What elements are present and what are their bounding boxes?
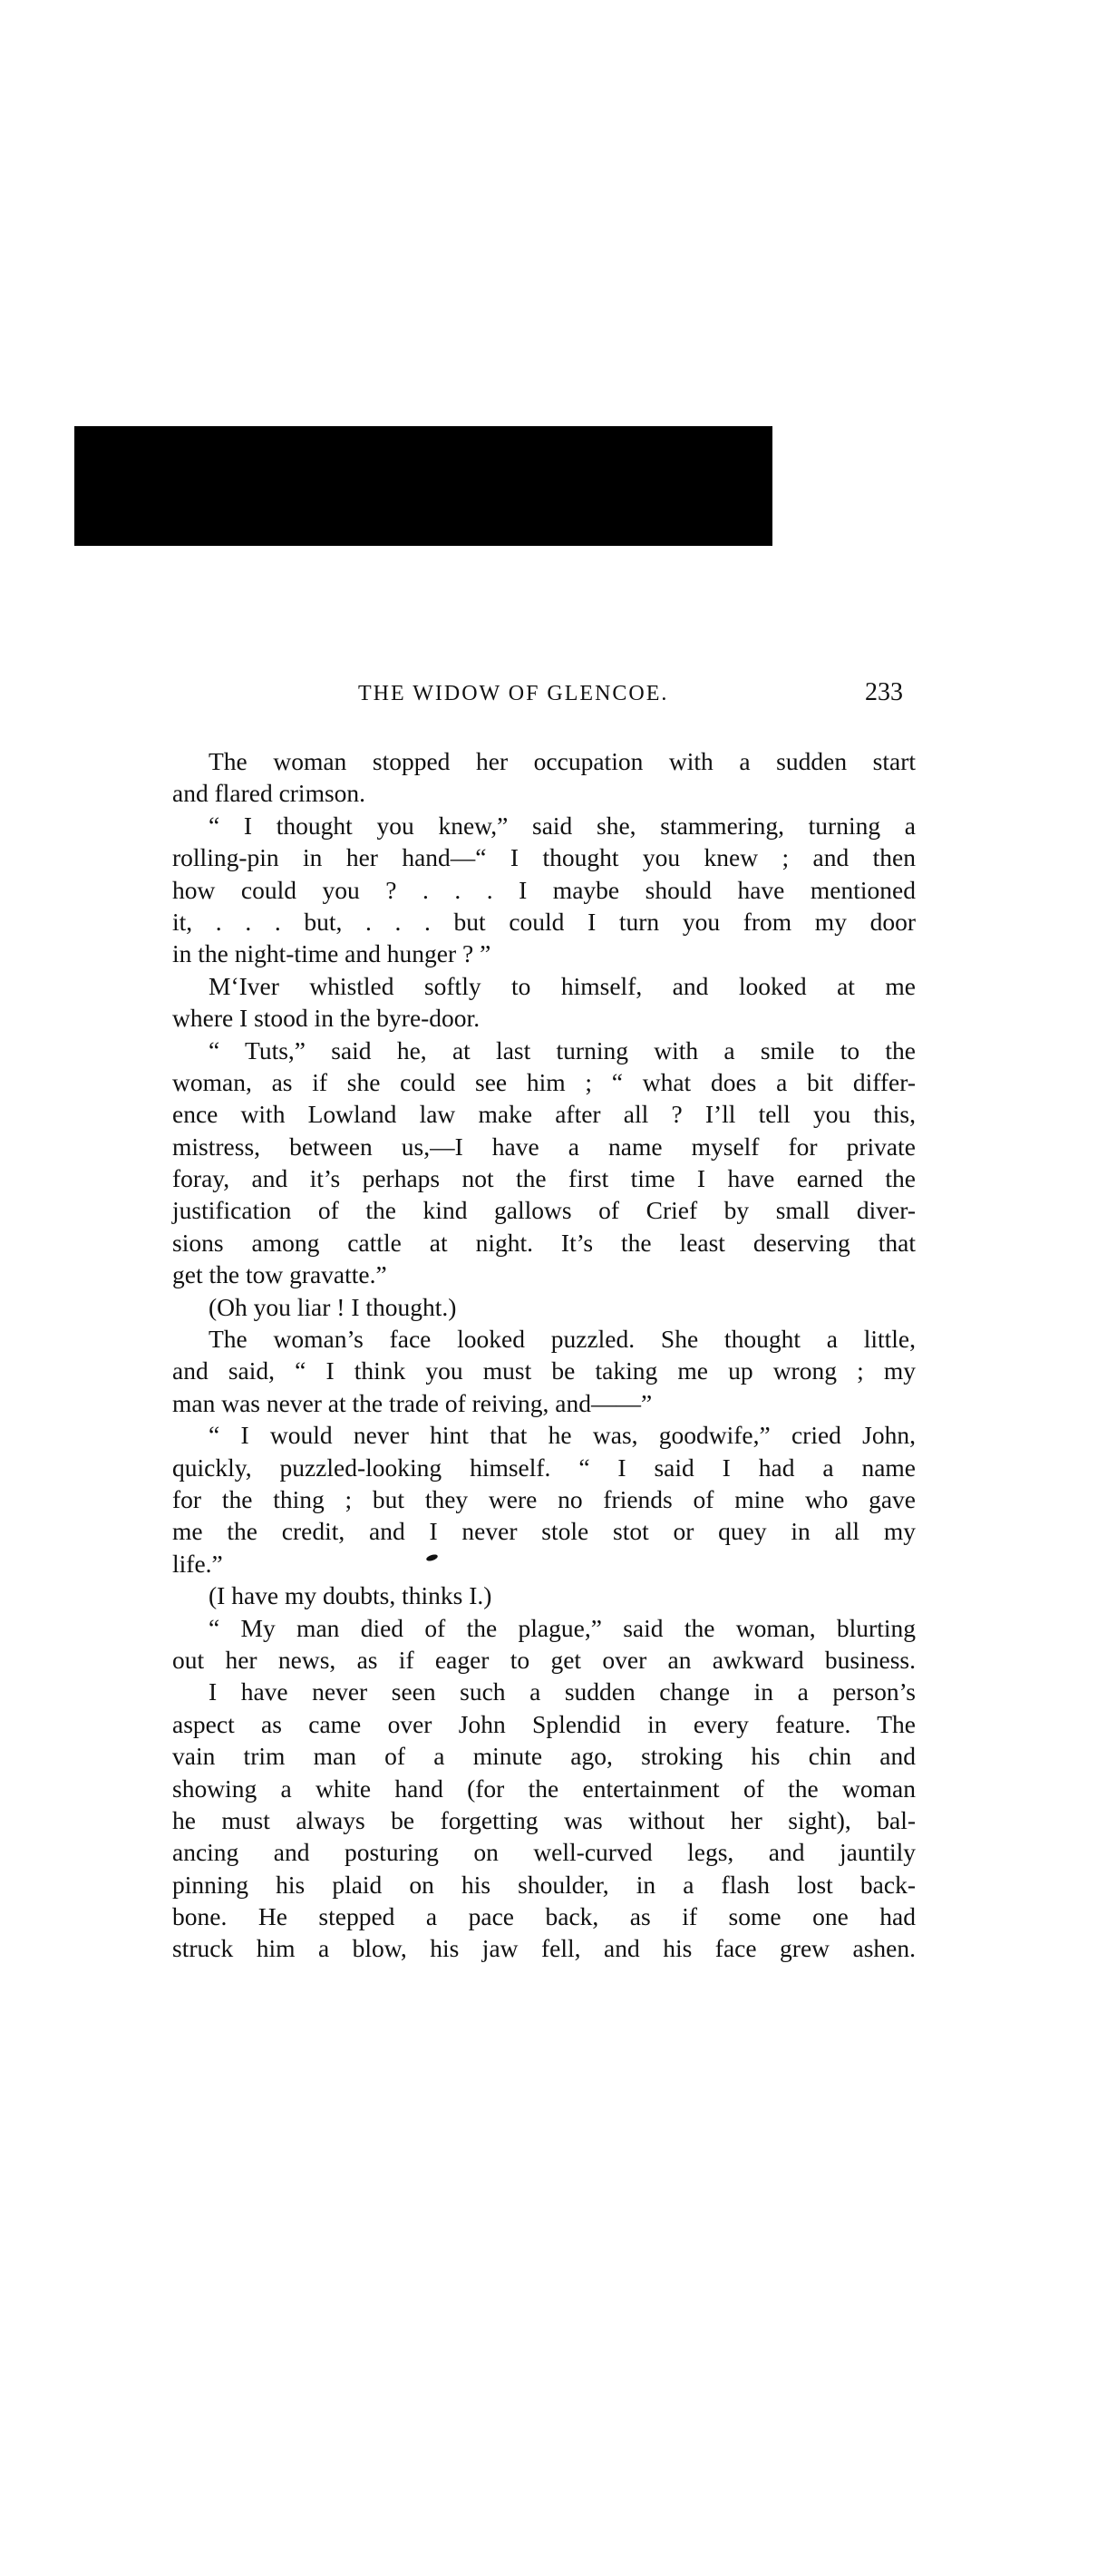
text-line: struck him a blow, his jaw fell, and his face grew ashen.	[172, 1934, 916, 1963]
body-text	[172, 745, 916, 1965]
text-line: M‘Iver whistled softly to himself, and looked at me	[209, 971, 916, 1000]
text-line: and said, “ I think you must be taking me up wrong ; my	[172, 1356, 916, 1385]
text-line: “ My man died of the plague,” said the woman, blurting	[209, 1613, 916, 1642]
text-line: ancing and posturing on well-curved legs, and jauntily	[172, 1838, 916, 1867]
text-line: (I have my doubts, thinks I.)	[209, 1581, 492, 1610]
text-line: “ I would never hint that he was, goodwife,” cried John,	[209, 1421, 916, 1450]
text-line: ence with Lowland law make after all ? I’ll tell you this,	[172, 1100, 916, 1129]
text-line: out her news, as if eager to get over an awkward business.	[172, 1645, 916, 1674]
text-line: and flared crimson.	[172, 779, 366, 808]
text-line: I have never seen such a sudden change in a person’s	[209, 1677, 916, 1706]
text-line: woman, as if she could see him ; “ what does a bit differ-	[172, 1067, 916, 1096]
text-line: justification of the kind gallows of Crief by small diver-	[172, 1196, 916, 1225]
text-line: he must always be forgetting was without her sight), bal-	[172, 1805, 916, 1834]
running-head	[172, 678, 916, 714]
text-line: life.”	[172, 1549, 223, 1578]
text-line: pinning his plaid on his shoulder, in a flash lost back-	[172, 1870, 916, 1899]
running-title: THE WIDOW OF GLENCOE.	[358, 682, 669, 705]
text-line: “ Tuts,” said he, at last turning with a smile to the	[209, 1035, 916, 1064]
text-line: The woman stopped her occupation with a sudden start	[209, 747, 916, 775]
text-line: quickly, puzzled-looking himself. “ I said I had a name	[172, 1453, 916, 1482]
text-line: (Oh you liar ! I thought.)	[209, 1292, 457, 1321]
text-line: me the credit, and I never stole stot or quey in all my	[172, 1517, 916, 1546]
text-line: for the thing ; but they were no friends of mine who gave	[172, 1484, 916, 1513]
text-line: man was never at the trade of reiving, and——”	[172, 1388, 653, 1417]
text-line: showing a white hand (for the entertainment of the woman	[172, 1774, 916, 1803]
text-line: sions among cattle at night. It’s the least deserving that	[172, 1228, 916, 1257]
text-line: “ I thought you knew,” said she, stammering, turning a	[209, 811, 916, 840]
text-line: it, . . . but, . . . but could I turn you from my door	[172, 907, 916, 936]
page-number: 233	[865, 678, 903, 706]
text-line: The woman’s face looked puzzled. She thought a little,	[209, 1325, 916, 1354]
redaction-bar	[74, 426, 772, 546]
text-line: foray, and it’s perhaps not the first time I have earned the	[172, 1164, 916, 1193]
text-line: bone. He stepped a pace back, as if some one had	[172, 1902, 916, 1931]
text-line: where I stood in the byre-door.	[172, 1004, 481, 1033]
text-line: get the tow gravatte.”	[172, 1260, 387, 1289]
text-line: mistress, between us,—I have a name myself for private	[172, 1132, 916, 1161]
text-line: aspect as came over John Splendid in every feature. The	[172, 1709, 916, 1738]
text-line: rolling-pin in her hand—“ I thought you knew ; and then	[172, 843, 916, 872]
text-line: vain trim man of a minute ago, stroking his chin and	[172, 1742, 916, 1771]
text-line: how could you ? . . . I maybe should have mentioned	[172, 875, 916, 904]
text-line: in the night-time and hunger ? ”	[172, 939, 491, 968]
